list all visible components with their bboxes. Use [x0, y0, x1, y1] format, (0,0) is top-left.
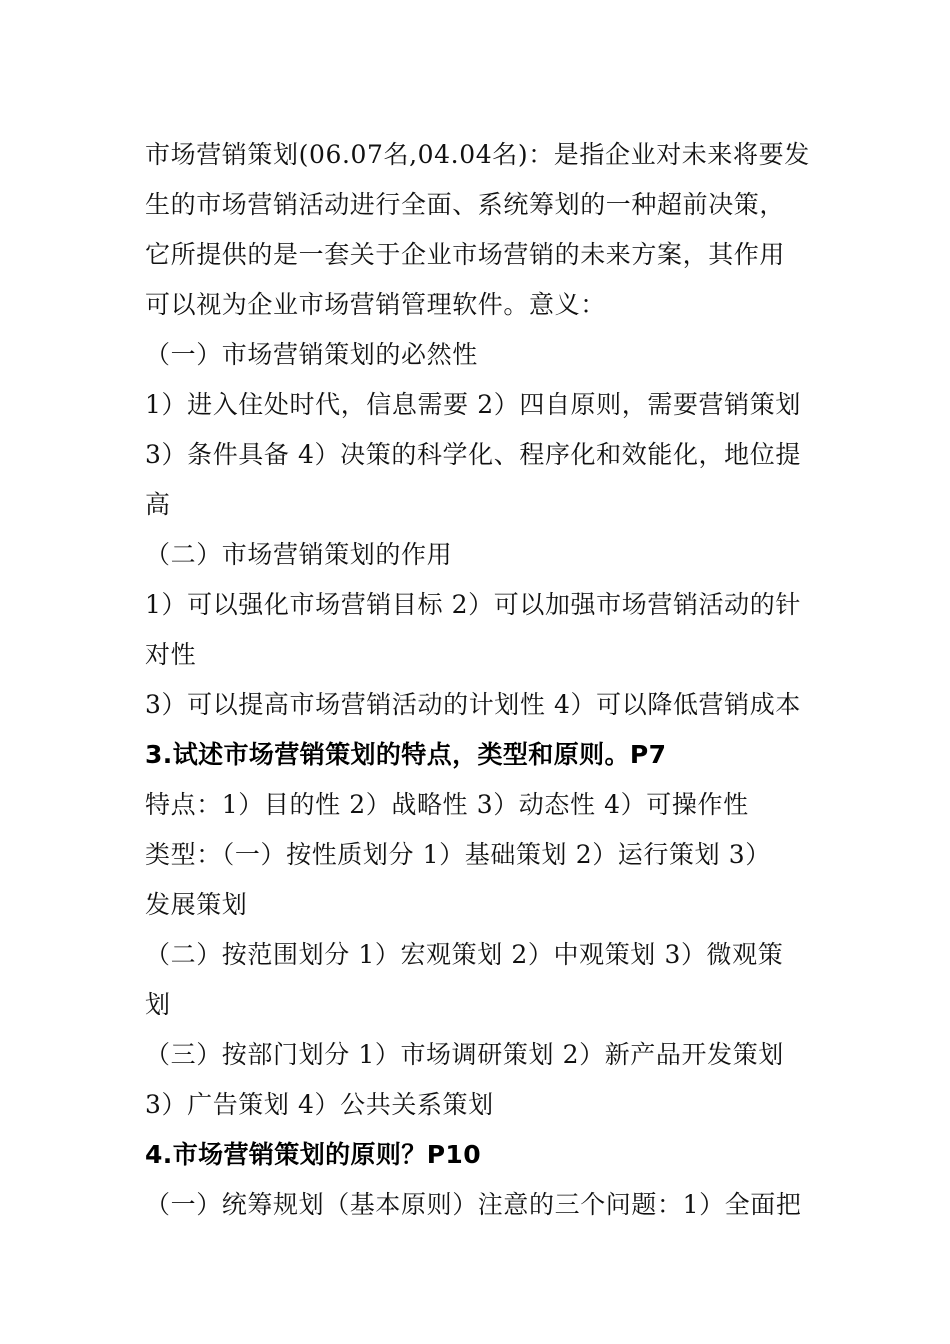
text-line: 可以视为企业市场营销管理软件。意义：: [145, 290, 606, 319]
text-line: （三）按部门划分 1）市场调研策划 2）新产品开发策划: [145, 1040, 784, 1069]
text-line: 划: [145, 990, 171, 1019]
text-line: （二）按范围划分 1）宏观策划 2）中观策划 3）微观策: [145, 940, 784, 969]
text-line: 3）可以提高市场营销活动的计划性 4）可以降低营销成本: [145, 690, 801, 719]
text-line: 它所提供的是一套关于企业市场营销的未来方案，其作用: [145, 240, 786, 269]
text-line: 3）条件具备 4）决策的科学化、程序化和效能化，地位提: [145, 440, 801, 469]
text-line: 1）进入住处时代，信息需要 2）四自原则，需要营销策划: [145, 390, 801, 419]
text-line: 3）广告策划 4）公共关系策划: [145, 1090, 494, 1119]
text-line: 发展策划: [145, 890, 248, 919]
text-line: （二）市场营销策划的作用: [145, 540, 453, 569]
text-line: 高: [145, 490, 171, 519]
section-heading: 4.市场营销策划的原则？P10: [145, 1140, 482, 1169]
text-line: 类型：（一）按性质划分 1）基础策划 2）运行策划 3）: [145, 840, 771, 869]
section-heading: 3.试述市场营销策划的特点，类型和原则。P7: [145, 740, 667, 769]
text-line: 生的市场营销活动进行全面、系统筹划的一种超前决策，: [145, 190, 786, 219]
text-line: （一）市场营销策划的必然性: [145, 340, 478, 369]
text-line: 对性: [145, 640, 197, 669]
text-line: 市场营销策划(06.07名,04.04名)：是指企业对未来将要发: [145, 140, 810, 169]
text-line: （一）统筹规划（基本原则）注意的三个问题：1）全面把: [145, 1190, 802, 1219]
text-line: 1）可以强化市场营销目标 2）可以加强市场营销活动的针: [145, 590, 801, 619]
text-line: 特点：1）目的性 2）战略性 3）动态性 4）可操作性: [145, 790, 749, 819]
document-body: [145, 130, 810, 1230]
